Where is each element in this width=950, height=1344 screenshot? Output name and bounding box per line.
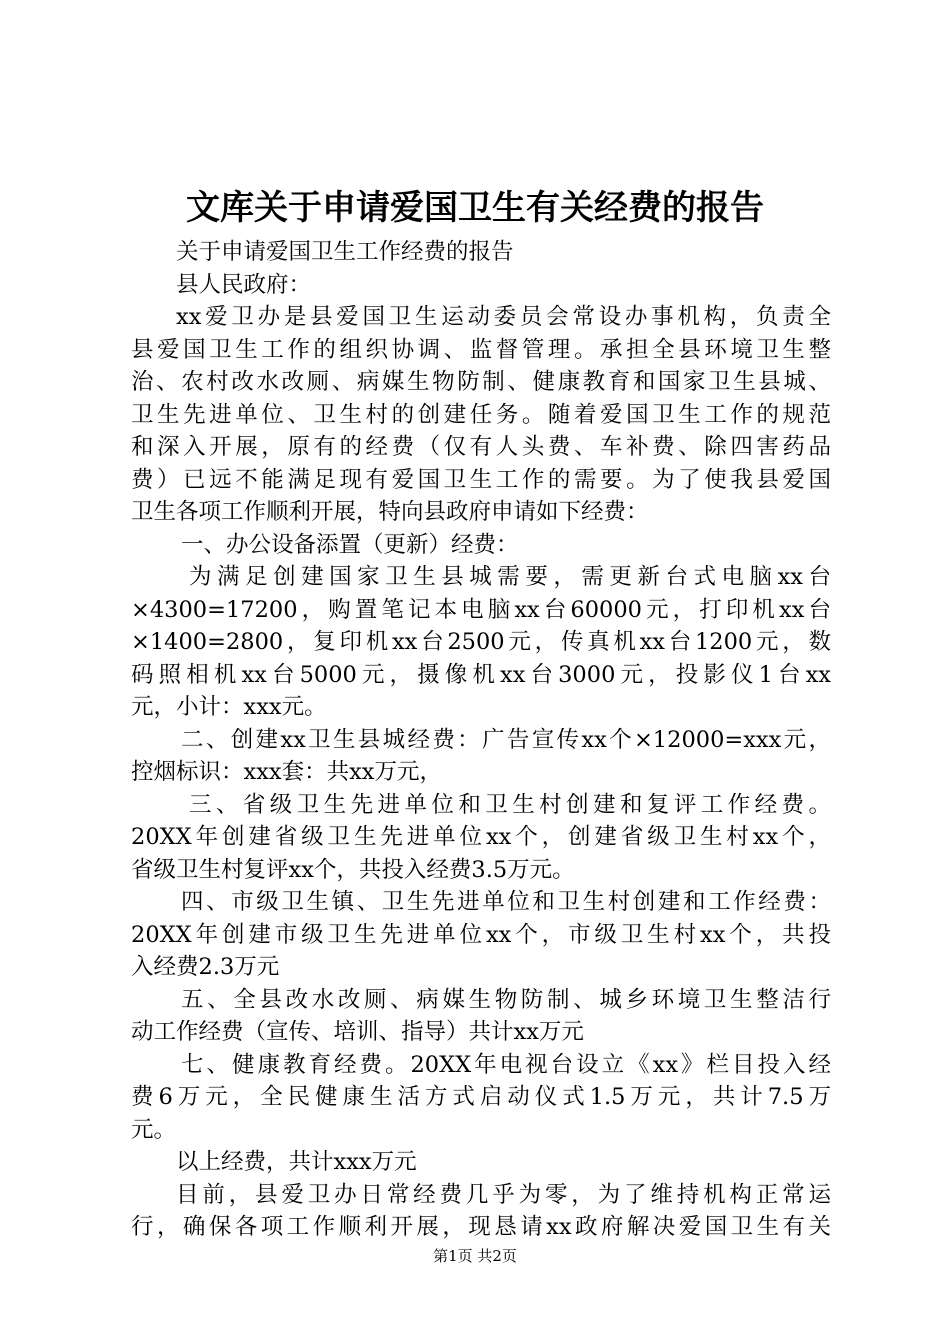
body-line: 关于申请爱国卫生工作经费的报告: [176, 239, 514, 265]
body-line: 20XX年创建省级卫生先进单位xx个，创建省级卫生村xx个，: [131, 824, 831, 850]
body-line: 码照相机xx台5000元，摄像机xx台3000元，投影仪1台xx: [131, 661, 831, 688]
body-line: 控烟标识：xxx套：共xx万元，: [131, 759, 442, 785]
body-line: 元，小计：xxx元。: [131, 694, 327, 720]
document-title: 文库关于申请爱国卫生有关经费的报告: [186, 188, 764, 228]
body-line: 费6万元，全民健康生活方式启动仪式1.5万元，共计7.5万: [131, 1084, 831, 1110]
body-line: 为满足创建国家卫生县城需要，需更新台式电脑xx台: [189, 564, 831, 590]
body-line: 七、健康教育经费。20XX年电视台设立《xx》栏目投入经: [181, 1051, 831, 1078]
body-line: 卫生先进单位、卫生村的创建任务。随着爱国卫生工作的规范: [131, 401, 831, 428]
body-line: 元。: [131, 1116, 177, 1143]
body-line: 卫生各项工作顺利开展，特向县政府申请如下经费：: [131, 499, 649, 525]
body-line: 县人民政府：: [176, 271, 312, 298]
body-line: 一、办公设备添置（更新）经费：: [181, 531, 519, 558]
body-line: xx爱卫办是县爱国卫生运动委员会常设办事机构，负责全: [176, 304, 831, 330]
body-line: 动工作经费（宣传、培训、指导）共计xx万元: [131, 1019, 584, 1045]
body-line: 二、创建xx卫生县城经费：广告宣传xx个×12000=xxx元，: [181, 726, 831, 753]
body-line: ×4300=17200，购置笔记本电脑xx台60000元，打印机xx台: [131, 596, 831, 623]
body-line: 县爱国卫生工作的组织协调、监督管理。承担全县环境卫生整: [131, 336, 831, 363]
body-line: 目前，县爱卫办日常经费几乎为零，为了维持机构正常运: [176, 1181, 831, 1208]
body-line: ×1400=2800，复印机xx台2500元，传真机xx台1200元，数: [131, 629, 831, 655]
body-line: 以上经费，共计xxx万元: [176, 1149, 417, 1175]
body-line: 治、农村改水改厕、病媒生物防制、健康教育和国家卫生县城、: [131, 369, 831, 395]
body-line: 和深入开展，原有的经费（仅有人头费、车补费、除四害药品: [131, 434, 831, 460]
body-line: 入经费2.3万元: [131, 954, 280, 980]
body-line: 四、市级卫生镇、卫生先进单位和卫生村创建和工作经费：: [181, 889, 831, 915]
body-line: 20XX年创建市级卫生先进单位xx个，市级卫生村xx个，共投: [131, 921, 831, 948]
body-line: 五、全县改水改厕、病媒生物防制、城乡环境卫生整洁行: [181, 986, 831, 1013]
document-body: [131, 236, 831, 1244]
body-line: 省级卫生村复评xx个，共投入经费3.5万元。: [131, 856, 575, 883]
page-footer: 第1页 共2页: [433, 1247, 517, 1265]
body-line: 费）已远不能满足现有爱国卫生工作的需要。为了使我县爱国: [131, 466, 831, 493]
body-line: 三、省级卫生先进单位和卫生村创建和复评工作经费。: [189, 791, 831, 818]
body-line: 行，确保各项工作顺利开展，现恳请xx政府解决爱国卫生有关: [131, 1214, 831, 1240]
